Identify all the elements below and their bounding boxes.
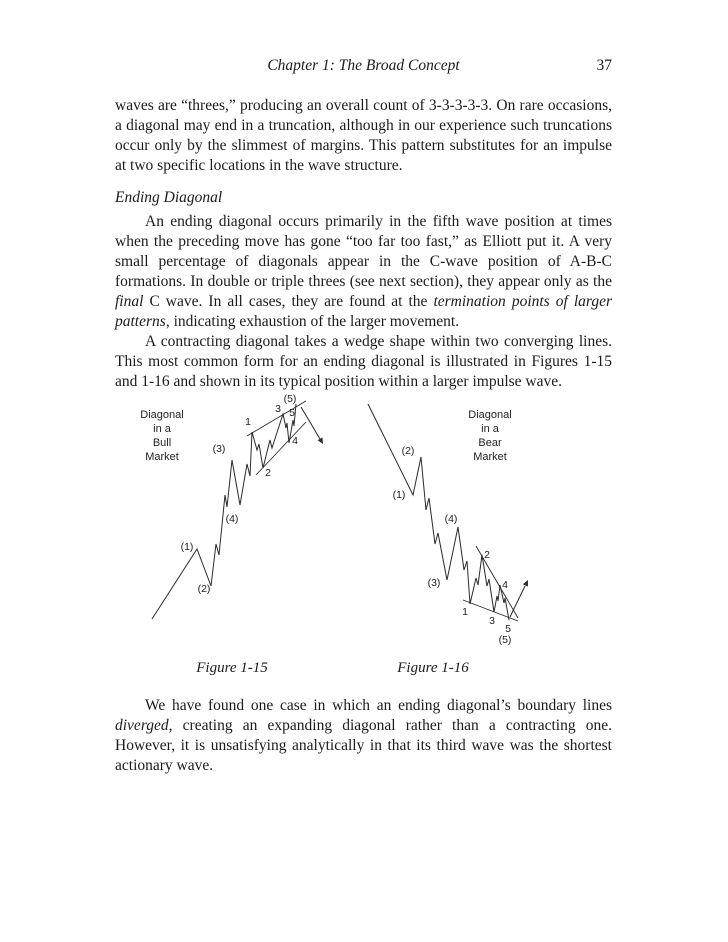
wave-label: 1 [462, 606, 468, 618]
page-number: 37 [596, 57, 612, 74]
wave-label: (5) [498, 634, 512, 646]
wave-label: (2) [197, 583, 211, 595]
bear-market-label-line: Market [473, 451, 507, 463]
bull-market-label-line: Diagonal [140, 409, 184, 421]
bear-market-label-line: Bear [478, 437, 502, 449]
bull-market-label-line: Market [145, 451, 179, 463]
figure-1-16 [368, 404, 528, 646]
wave-label: (2) [401, 445, 415, 457]
wave-label: 3 [275, 403, 281, 415]
page-header [115, 57, 612, 77]
wave-label: 3 [489, 615, 495, 627]
wave-label: (3) [427, 577, 441, 589]
bear-reversal-arrow [510, 586, 525, 617]
bear-reversal-arrowhead [523, 580, 528, 587]
bear-market-label-line: Diagonal [468, 409, 512, 421]
wave-label: (1) [180, 541, 194, 553]
figure-1-15-caption: Figure 1-15 [196, 660, 268, 676]
paragraph-1: waves are “threes,” producing an overall count of 3-3-3-3-3. On rare occasions, a diagonal may end in a truncation, although in our experience such truncations occur only by the slimmest of margins. This pattern substitutes for an impulse at two specific locations in the wave structure. [115, 97, 612, 174]
figures-region [115, 392, 615, 682]
wave-label: (5) [283, 393, 297, 405]
wave-label: (1) [392, 489, 406, 501]
bull-wave-path [152, 404, 296, 619]
wave-label: 5 [289, 407, 295, 419]
wave-label: 5 [505, 623, 511, 635]
figure-1-16-caption: Figure 1-16 [397, 660, 469, 676]
paragraph-2: An ending diagonal occurs primarily in the fifth wave position at times when the preceding move has gone “too far too fast,” as Elliott put it. A very small percentage of diagonals appear in the C-wave position of A-B-C formations. In double or triple threes (see next section), they appear only as the final C wave. In all cases, they are found at the termination points of larger patterns, indicating exhaustion of the larger movement. [115, 213, 612, 330]
wave-label: 4 [502, 579, 508, 591]
bull-reversal-arrowhead [318, 437, 323, 444]
bull-lower-trendline [256, 422, 306, 475]
paragraph-3: A contracting diagonal takes a wedge shape within two converging lines. This most common form for an ending diagonal is illustrated in Figures 1-15 and 1-16 and shown in its typical position within a larger impulse wave. [115, 333, 612, 390]
diagonal-figures-svg [115, 392, 615, 652]
bull-market-label-line: Bull [152, 437, 172, 449]
paragraph-4: We have found one case in which an ending diagonal’s boundary lines diverged, creating an expanding diagonal rather than a contracting one. However, it is unsatisfying analytically in that its third wave was the shortest actionary wave. [115, 697, 612, 774]
chapter-title: Chapter 1: The Broad Concept [267, 57, 460, 74]
wave-label: 1 [245, 416, 251, 428]
bear-market-label-line: in a [481, 423, 499, 435]
wave-label: 2 [265, 467, 271, 479]
bull-market-label-line: in a [153, 423, 171, 435]
wave-label: 2 [484, 549, 490, 561]
figure-1-15 [140, 393, 323, 619]
wave-label: (4) [444, 513, 458, 525]
wave-label: (3) [212, 443, 226, 455]
section-heading: Ending Diagonal [115, 189, 223, 206]
wave-label: (4) [225, 513, 239, 525]
wave-label: 4 [292, 435, 298, 447]
bull-reversal-arrow [301, 407, 320, 439]
